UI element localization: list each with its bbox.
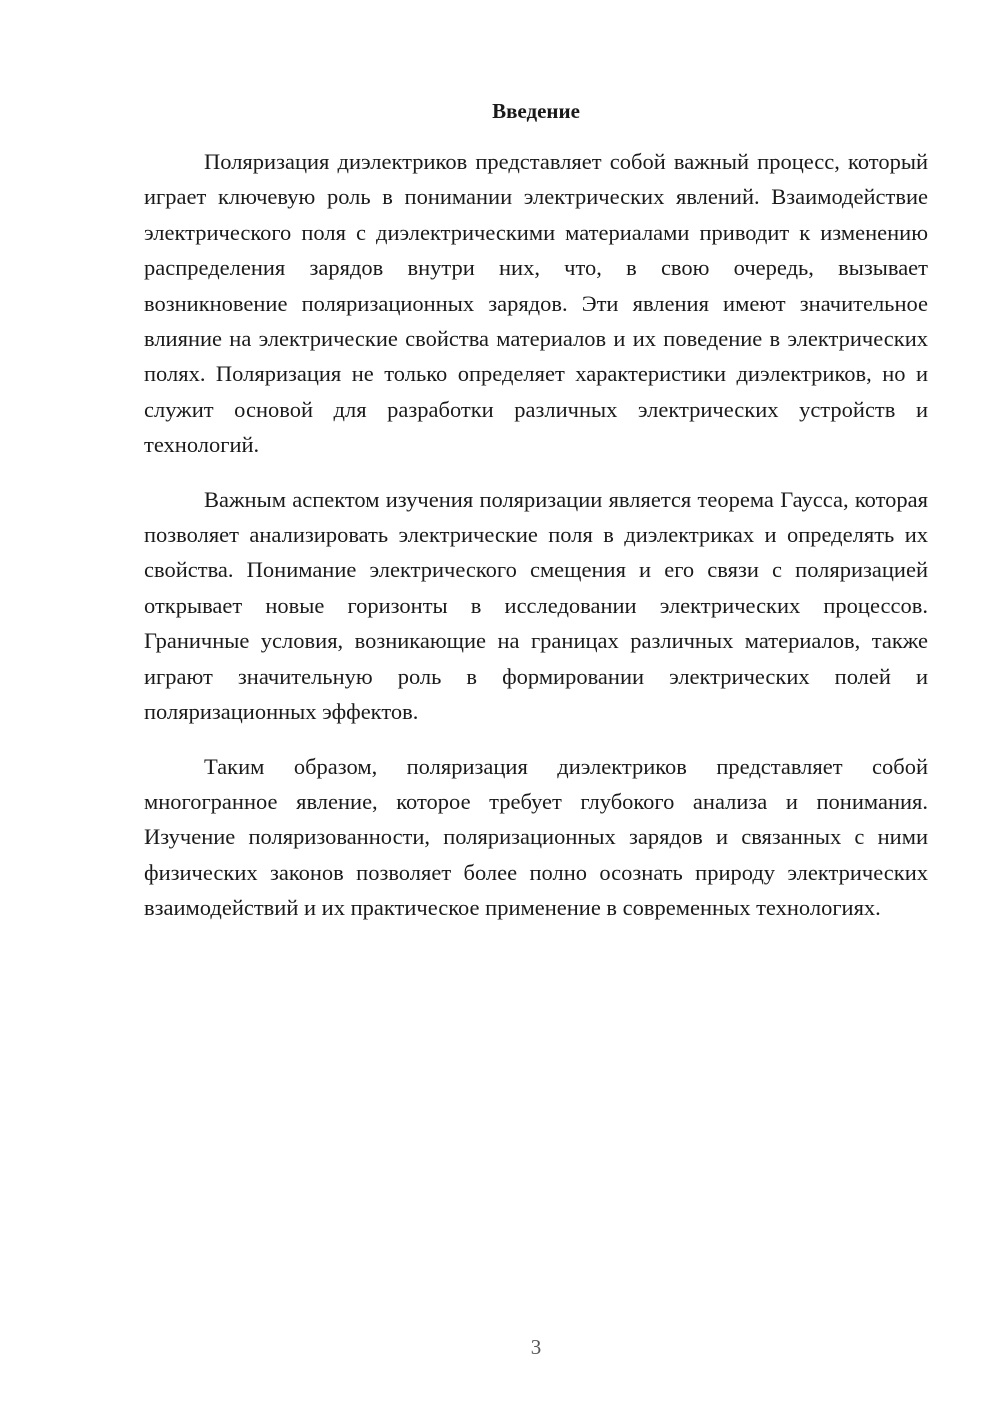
- body-text: [144, 144, 928, 926]
- paragraph-1: Поляризация диэлектриков представляет собой важный процесс, который играет ключевую роль в понимании электрических явлений. Взаимодействие электрического поля с диэлектрическими материалами приводит к изменению распределения зарядов внутри них, что, в свою очередь, вызывает возникновение поляризационных зарядов. Эти явления имеют значительное влияние на электрические свойства материалов и их поведение в электрических полях. Поляризация не только определяет характеристики диэлектриков, но и служит основой для разработки различных электрических устройств и технологий.: [144, 149, 928, 458]
- paragraph-2: Важным аспектом изучения поляризации является теорема Гаусса, которая позволяет анализировать электрические поля в диэлектриках и определять их свойства. Понимание электрического смещения и его связи с поляризацией открывает новые горизонты в исследовании электрических процессов. Граничные условия, возникающие на границах различных материалов, также играют значительную роль в формировании электрических полей и поляризационных эффектов.: [144, 486, 928, 725]
- paragraph-3: Таким образом, поляризация диэлектриков представляет собой многогранное явление, которое требует глубокого анализа и понимания. Изучение поляризованности, поляризационных зарядов и связанных с ними физических законов позволяет более полно осознать природу электрических взаимодействий и их практическое применение в современных технологиях.: [144, 753, 928, 921]
- page-number: 3: [530, 1335, 542, 1359]
- section-title: Введение: [492, 99, 580, 123]
